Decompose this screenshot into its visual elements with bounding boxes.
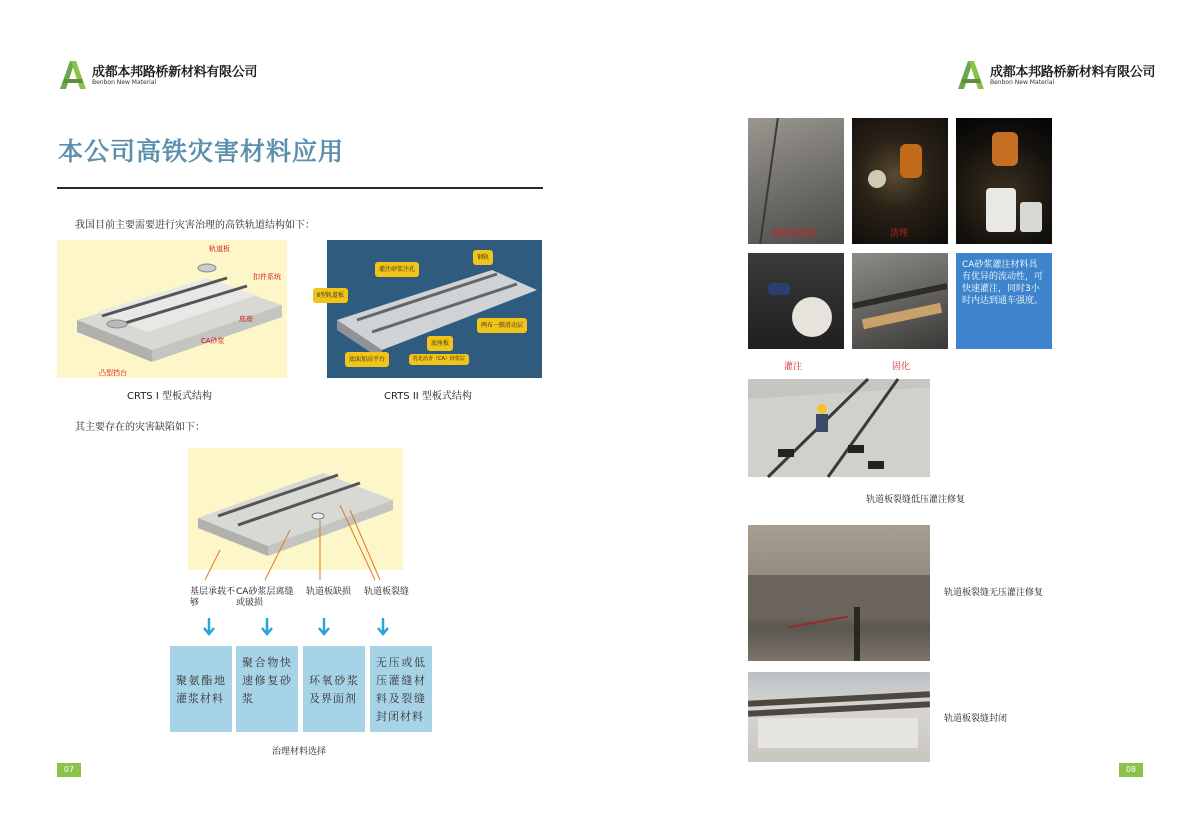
material-box-3: 环氧砂浆及界面剂 <box>303 646 365 732</box>
label-bearing: 底面加高平台 <box>345 352 389 367</box>
defect-label-4: 轨道板裂缝 <box>364 587 410 597</box>
page-number-left: 07 <box>57 763 81 777</box>
down-arrow-icon <box>376 617 390 637</box>
crts1-caption: CRTS I 型板式结构 <box>127 391 212 402</box>
material-box-2: 聚合物快速修复砂浆 <box>236 646 298 732</box>
info-box: CA砂浆灌注材料具有优异的流动性，可快速灌注，同时3小时内达到通车强度。 <box>956 253 1052 349</box>
label-base: 底座 <box>239 315 253 323</box>
label-base-plate: 底座板 <box>427 336 453 351</box>
label-crack: 离缝或破损 <box>771 229 817 239</box>
company-name-cn: 成都本邦路桥新材料有限公司 <box>92 65 258 80</box>
photo-crack-seal <box>748 672 930 762</box>
label-ca-mortar: CA砂浆 <box>201 337 225 345</box>
label-track-slab: 轨道板 <box>209 245 230 253</box>
label-cure: 固化 <box>892 362 911 372</box>
crts2-diagram <box>317 240 542 378</box>
label-convex-platform: 凸型挡台 <box>99 369 127 377</box>
defect-label-3: 轨道板缺损 <box>306 587 352 597</box>
defect-label-1: 基层承载不够 <box>190 587 236 608</box>
caption-no-pressure: 轨道板裂缝无压灌注修复 <box>944 588 1044 598</box>
intro-text: 我国目前主要需要进行灾害治理的高铁轨道结构如下： <box>75 220 315 231</box>
page-number-right: 08 <box>1119 763 1143 777</box>
down-arrow-icon <box>202 617 216 637</box>
defects-intro: 其主要存在的灾害缺陷如下： <box>75 422 205 433</box>
logo-mark-icon <box>956 57 986 91</box>
crts1-diagram <box>57 240 287 378</box>
down-arrow-icon <box>260 617 274 637</box>
down-arrow-icon <box>317 617 331 637</box>
material-box-4: 无压或低压灌缝材料及裂缝封闭材料 <box>370 646 432 732</box>
caption-seal: 轨道板裂缝封闭 <box>944 714 1008 724</box>
defect-pointer-lines <box>180 480 440 590</box>
logo-mark-icon <box>58 57 88 91</box>
label-pour: 灌注 <box>784 362 803 372</box>
company-name-en: Benbon New Material <box>990 79 1055 86</box>
label-grout-hole: 灌注砂浆注孔 <box>375 262 419 277</box>
materials-caption: 治理材料选择 <box>272 747 327 757</box>
photo-pour-container <box>956 118 1052 244</box>
page-title: 本公司高铁灾害材料应用 <box>58 137 345 166</box>
photo-no-pressure-repair <box>748 525 930 661</box>
photo-cure <box>852 253 948 349</box>
label-fastener: 扣件系统 <box>253 273 281 281</box>
company-name-en: Benbon New Material <box>92 79 157 86</box>
material-box-1: 聚氨酯地灌浆材料 <box>170 646 232 732</box>
title-divider <box>57 187 543 189</box>
crts1-illustration <box>57 240 287 378</box>
track-photo-illustration <box>748 379 930 477</box>
photo-pour <box>748 253 844 349</box>
label-sliding-layer: 两布一膜滑动层 <box>477 318 527 333</box>
label-rail: 钢轨 <box>473 250 493 265</box>
caption-low-pressure: 轨道板裂缝低压灌注修复 <box>866 495 966 505</box>
defect-label-2: CA砂浆层离缝或破损 <box>236 587 294 608</box>
company-name-cn: 成都本邦路桥新材料有限公司 <box>990 65 1156 80</box>
label-clean: 清理 <box>890 229 909 239</box>
label-slab: Ⅱ型轨道板 <box>313 288 348 303</box>
crts2-caption: CRTS II 型板式结构 <box>384 391 472 402</box>
photo-low-pressure-repair <box>748 379 930 477</box>
label-mortar-layer: 乳化沥青（CA）砂浆层 <box>409 354 469 365</box>
